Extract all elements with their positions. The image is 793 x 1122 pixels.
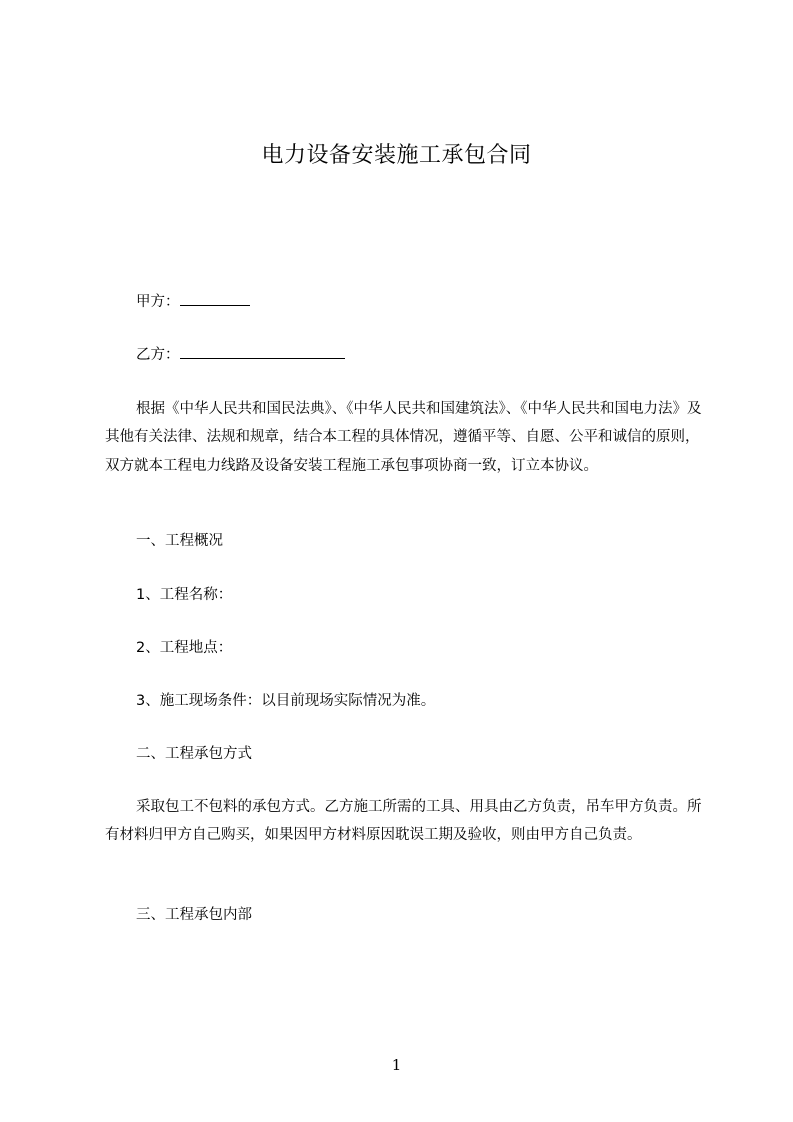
- item3-site-conditions: 3、施工现场条件：以目前现场实际情况为准。: [136, 693, 436, 709]
- section2-body-text: 采取包工不包料的承包方式。乙方施工所需的工具、用具由乙方负责，吊车甲方负责。所有材料归甲方自己购买，如果因甲方材料原因耽误工期及验收，则由甲方自己负责。: [105, 799, 702, 844]
- document-title: 电力设备安装施工承包合同: [261, 143, 532, 168]
- item1-project-name: 1、工程名称：: [136, 587, 233, 603]
- preamble-paragraph: [105, 395, 705, 480]
- preamble-text: 根据《中华人民共和国民法典》、《中华人民共和国建筑法》、《中华人民共和国电力法》及其他有关法律、法规和规章，结合本工程的具体情况，遵循平等、自愿、公平和诚信的原则，双方就本工程电力线路及设备安装工程施工承包事项协商一致，订立本协议。: [105, 401, 702, 474]
- party-a-blank: [180, 291, 250, 306]
- party-a-line: [136, 291, 250, 312]
- section1-heading: 一、工程概况: [136, 533, 223, 549]
- party-b-line: [136, 344, 345, 365]
- item2-project-location: 2、工程地点：: [136, 640, 233, 656]
- section2-paragraph: [105, 793, 705, 850]
- section3-heading: 三、工程承包内部: [136, 907, 252, 923]
- section2-heading: 二、工程承包方式: [136, 746, 252, 762]
- party-b-blank: [180, 344, 345, 359]
- party-b-label: 乙方：: [136, 347, 180, 363]
- party-a-label: 甲方：: [136, 294, 180, 310]
- page-number: 1: [391, 1056, 402, 1074]
